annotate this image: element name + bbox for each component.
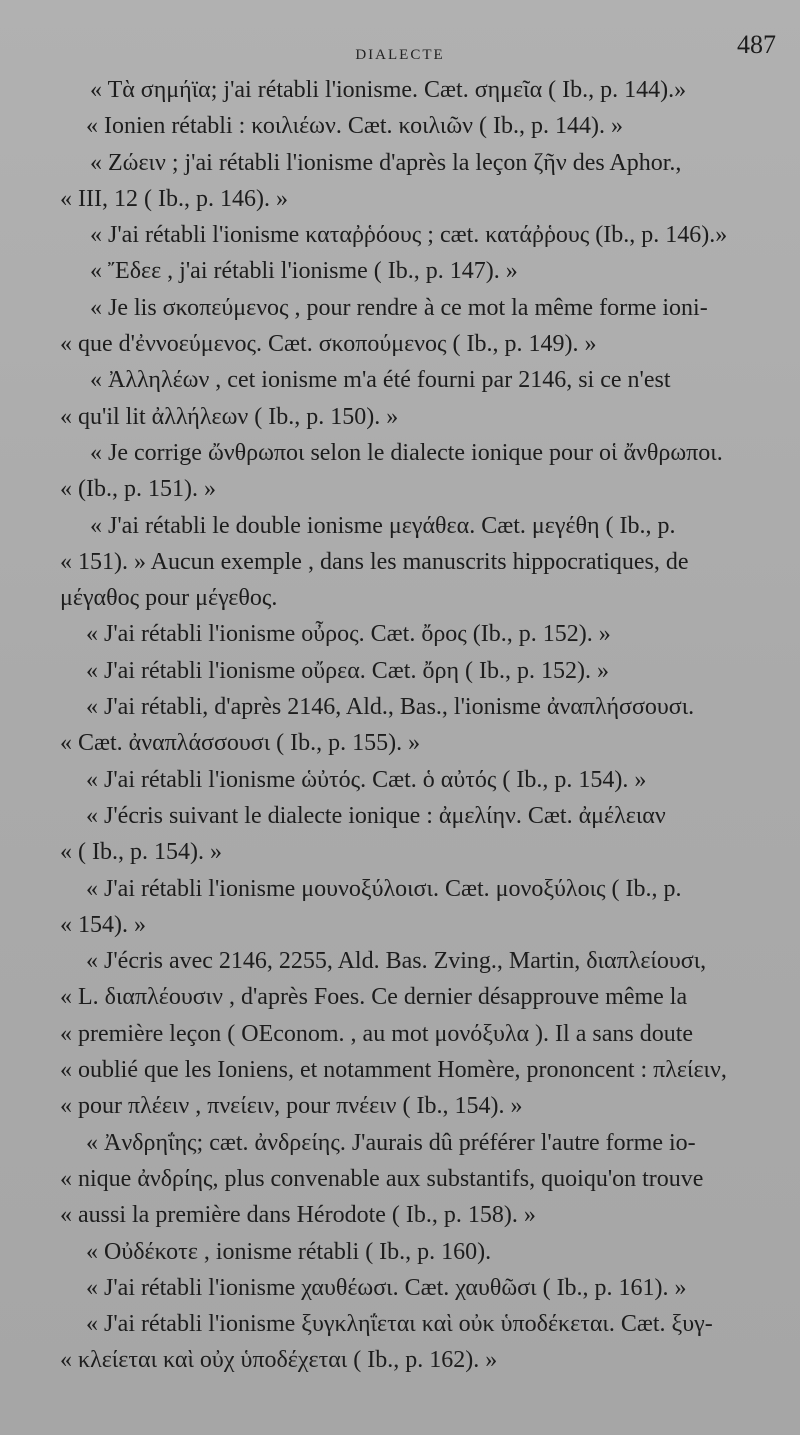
text-line: « J'écris avec 2146, 2255, Ald. Bas. Zving., Martin, διαπλείουσι,	[86, 948, 707, 975]
page-number: 487	[737, 30, 776, 59]
text-line: « Ἔδεε , j'ai rétabli l'ionisme ( Ib., p. 147). »	[90, 258, 518, 285]
text-line: « Τὰ σημήϊα; j'ai rétabli l'ionisme. Cæt. σημεῖα ( Ib., p. 144).»	[90, 77, 687, 103]
text-line: « première leçon ( OEconom. , au mot μονόξυλα ). Il a sans doute	[60, 1020, 694, 1047]
text-line: « aussi la première dans Hérodote ( Ib., p. 158). »	[60, 1202, 536, 1229]
text-line: « 151). » Aucun exemple , dans les manuscrits hippocratiques, de	[60, 548, 689, 575]
text-line: « 154). »	[60, 911, 146, 938]
text-line: « J'ai rétabli l'ionisme ὡὐτός. Cæt. ὁ αὐτός ( Ib., p. 154). »	[86, 766, 647, 793]
text-line: « Ionien rétabli : κοιλιέων. Cæt. κοιλιῶν ( Ib., p. 144). »	[86, 113, 623, 140]
text-line: « que d'ἐννοεύμενος. Cæt. σκοπούμενος ( Ib., p. 149). »	[60, 331, 597, 358]
text-line: « J'ai rétabli l'ionisme καταῤῥόους ; cæt. κατάῤῥους (Ib., p. 146).»	[90, 222, 728, 249]
text-line: « L. διαπλέουσιν , d'après Foes. Ce dernier désapprouve même la	[60, 984, 688, 1011]
text-line: « J'ai rétabli l'ionisme ξυγκληΐεται καὶ οὐκ ὑποδέκεται. Cæt. ξυγ-	[86, 1311, 713, 1338]
text-line: μέγαθος pour μέγεθος.	[60, 585, 278, 612]
text-line: « J'ai rétabli l'ionisme οὔρεα. Cæt. ὄρη ( Ib., p. 152). »	[86, 657, 609, 684]
text-line: « nique ἀνδρίης, plus convenable aux substantifs, quoiqu'on trouve	[60, 1165, 704, 1192]
text-line: « Je corrige ὤνθρωποι selon le dialecte ionique pour οἱ ἄνθρωποι.	[90, 439, 723, 466]
text-line: « pour πλέειν , πνείειν, pour πνέειν ( Ib., 154). »	[60, 1093, 523, 1120]
text-line: « Cæt. ἀναπλάσσουσι ( Ib., p. 155). »	[60, 730, 421, 757]
text-line: « κλείεται καὶ οὐχ ὑποδέχεται ( Ib., p. 162). »	[60, 1347, 498, 1374]
text-line: « J'ai rétabli le double ionisme μεγάθεα. Cæt. μεγέθη ( Ib., p.	[90, 512, 676, 539]
text-line: « J'écris suivant le dialecte ionique : ἀμελίην. Cæt. ἀμέλειαν	[86, 802, 666, 829]
running-title: DIALECTE	[355, 47, 445, 63]
text-line: « J'ai rétabli l'ionisme μουνοξύλοισι. Cæt. μονοξύλοις ( Ib., p.	[86, 875, 682, 902]
text-line: « Ζώειν ; j'ai rétabli l'ionisme d'après la leçon ζῆν des Aphor.,	[90, 149, 682, 176]
text-line: « J'ai rétabli l'ionisme οὖρος. Cæt. ὄρος (Ib., p. 152). »	[86, 621, 611, 648]
text-line: « J'ai rétabli l'ionisme χαυθέωσι. Cæt. χαυθῶσι ( Ib., p. 161). »	[86, 1274, 687, 1301]
text-line: « J'ai rétabli, d'après 2146, Ald., Bas., l'ionisme ἀναπλήσσουσι.	[86, 694, 695, 721]
text-line: « Ἀνδρηΐης; cæt. ἀνδρείης. J'aurais dû préférer l'autre forme io-	[86, 1129, 696, 1156]
text-line: « (Ib., p. 151). »	[60, 476, 216, 503]
text-line: « Ἀλληλέων , cet ionisme m'a été fourni par 2146, si ce n'est	[90, 367, 671, 394]
body-text	[0, 72, 800, 1379]
text-line: « Οὐδέκοτε , ionisme rétabli ( Ib., p. 160).	[86, 1238, 492, 1265]
text-line: « Je lis σκοπεύμενος , pour rendre à ce mot la même forme ioni-	[90, 294, 708, 321]
text-line: « III, 12 ( Ib., p. 146). »	[60, 185, 288, 212]
text-line: « ( Ib., p. 154). »	[60, 839, 222, 866]
text-line: « qu'il lit ἀλλήλεων ( Ib., p. 150). »	[60, 403, 399, 430]
text-line: « oublié que les Ioniens, et notamment Homère, prononcent : πλείειν,	[60, 1057, 727, 1084]
